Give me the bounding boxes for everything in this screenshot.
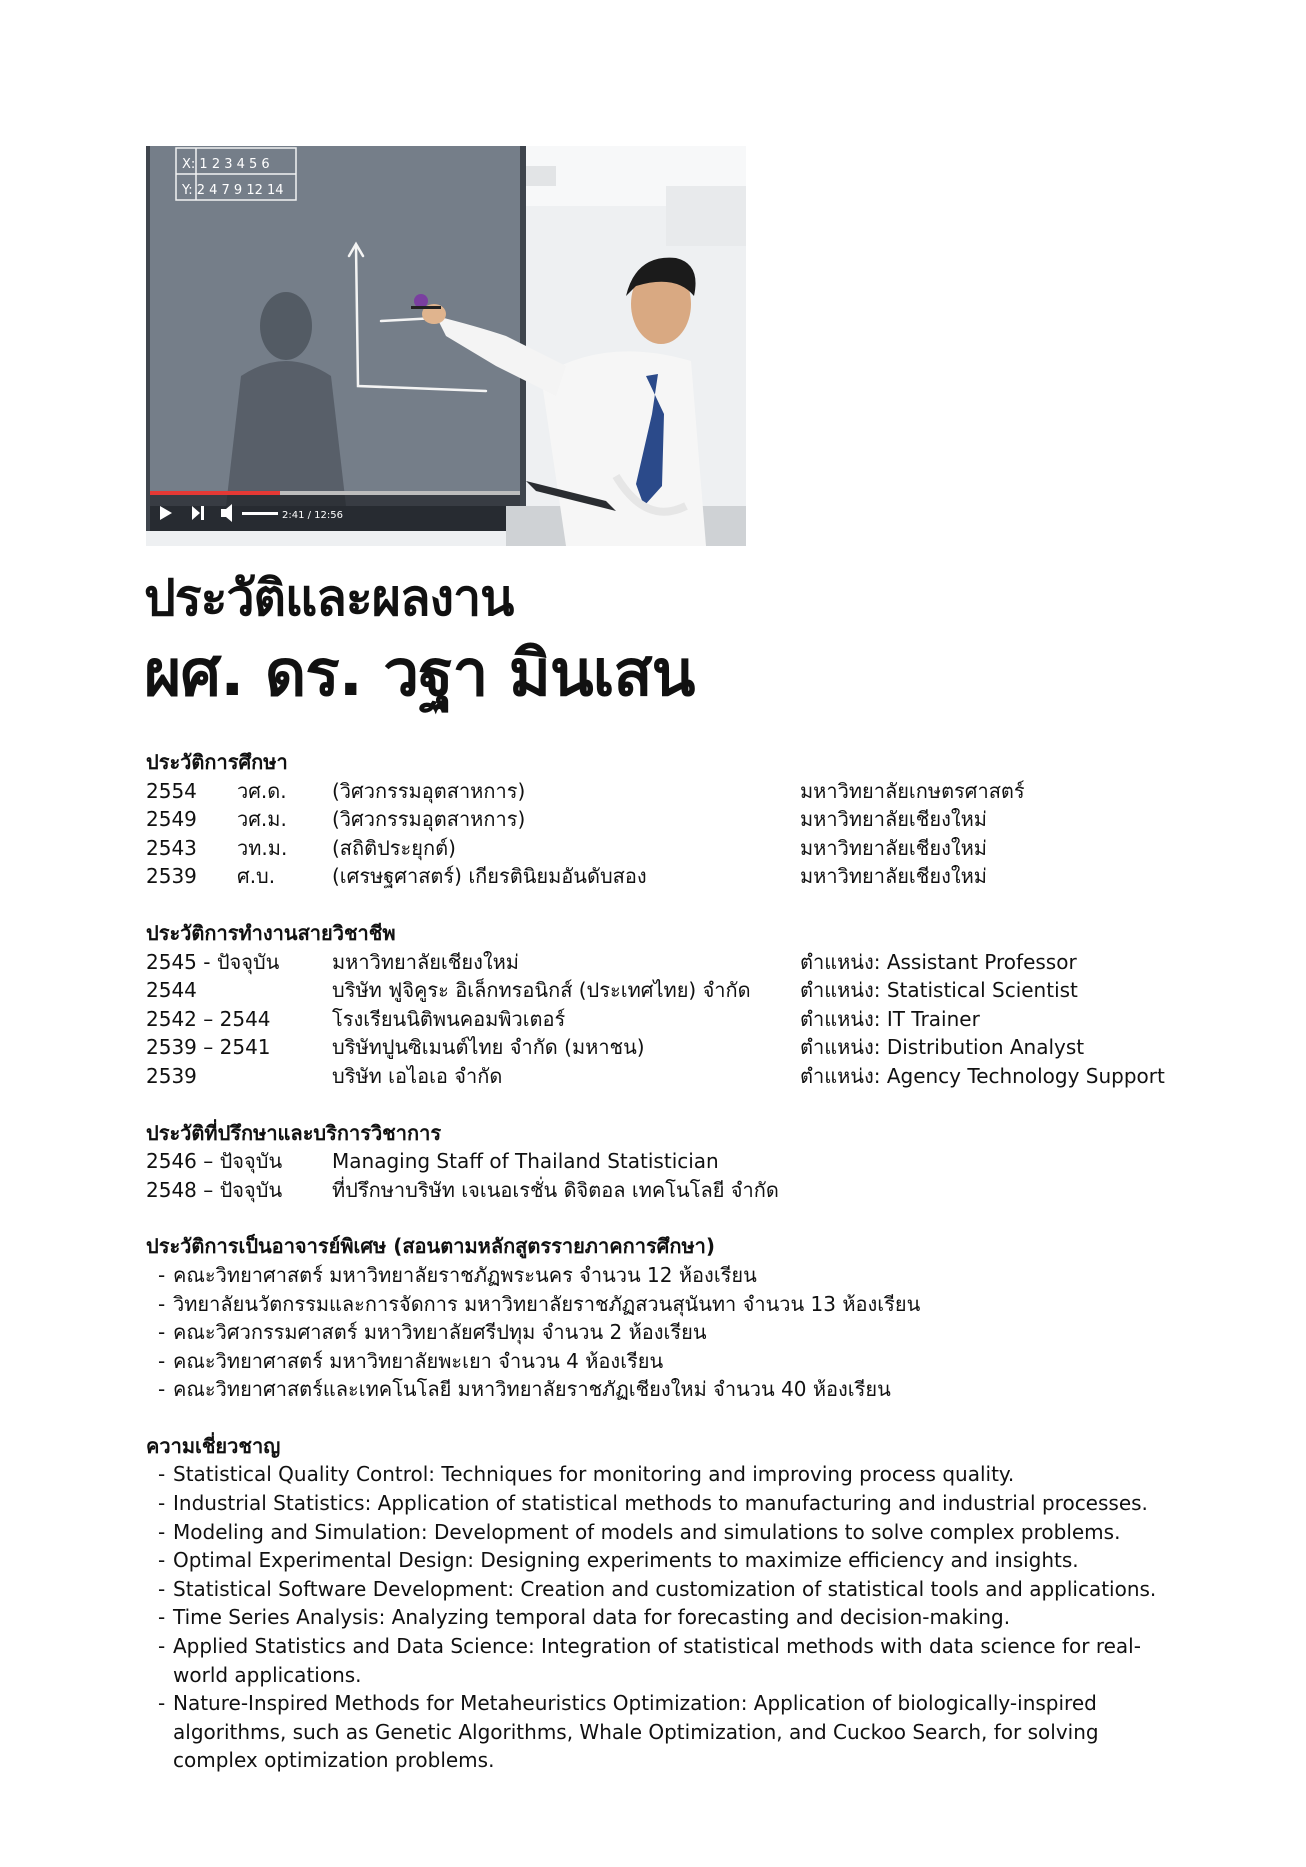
consulting-period: 2546 – ปัจจุบัน (146, 1149, 283, 1174)
consulting-period: 2548 – ปัจจุบัน (146, 1177, 283, 1202)
education-field: (วิศวกรรมอุตสาหการ) (332, 778, 526, 803)
career-org: มหาวิทยาลัยเชียงใหม่ (332, 949, 519, 974)
consulting-list (146, 1147, 1226, 1204)
education-university: มหาวิทยาลัยเชียงใหม่ (800, 807, 987, 832)
career-row (146, 1005, 1226, 1034)
video-time: 2:41 / 12:56 (282, 510, 344, 521)
photo-table-y: Y: 2 4 7 9 12 14 (182, 183, 284, 198)
career-period: 2542 – 2544 (146, 1006, 271, 1031)
list-item: - วิทยาลัยนวัตกรรมและการจัดการ มหาวิทยาลัยราชภัฏสวนสุนันทา จำนวน 13 ห้องเรียน (158, 1290, 1226, 1319)
list-item: - Optimal Experimental Design: Designing experiments to maximize efficiency and insights. (158, 1546, 1168, 1575)
education-row (146, 862, 1226, 891)
career-period: 2544 (146, 978, 197, 1003)
photo-table-x: X: 1 2 3 4 5 6 (182, 157, 270, 172)
special-lecturer-list (146, 1261, 1226, 1404)
career-org: บริษัท ฟูจิคูระ อิเล็กทรอนิกส์ (ประเทศไทย) จำกัด (332, 978, 751, 1003)
expertise-heading: ความเชี่ยวชาญ (146, 1433, 281, 1458)
career-org: บริษัทปูนซิเมนต์ไทย จำกัด (มหาชน) (332, 1035, 645, 1060)
career-row (146, 948, 1226, 977)
education-list (146, 777, 1226, 891)
special-lecturer-heading: ประวัติการเป็นอาจารย์พิเศษ (สอนตามหลักสูตรรายภาคการศึกษา) (146, 1234, 716, 1259)
career-period: 2545 - ปัจจุบัน (146, 949, 280, 974)
career-position: ตำแหน่ง: Agency Technology Support (800, 1063, 1165, 1088)
list-item: - Statistical Quality Control: Techniques for monitoring and improving process quality. (158, 1460, 1168, 1489)
education-year: 2543 (146, 835, 197, 860)
consulting-org: ที่ปรึกษาบริษัท เจเนอเรชั่น ดิจิตอล เทคโนโลยี จำกัด (332, 1177, 779, 1202)
career-period: 2539 – 2541 (146, 1035, 271, 1060)
list-item: - Time Series Analysis: Analyzing temporal data for forecasting and decision-making. (158, 1603, 1168, 1632)
education-degree: ศ.บ. (237, 864, 276, 889)
consulting-row (146, 1147, 1226, 1176)
education-university: มหาวิทยาลัยเชียงใหม่ (800, 835, 987, 860)
career-position: ตำแหน่ง: Statistical Scientist (800, 978, 1078, 1003)
profile-photo (146, 146, 746, 546)
page-title: ประวัติและผลงาน (144, 569, 514, 627)
career-position: ตำแหน่ง: IT Trainer (800, 1006, 980, 1031)
education-degree: วศ.ม. (237, 807, 287, 832)
career-org: บริษัท เอไอเอ จำกัด (332, 1063, 503, 1088)
career-period: 2539 (146, 1063, 197, 1088)
education-field: (วิศวกรรมอุตสาหการ) (332, 807, 526, 832)
expertise-list (146, 1460, 1168, 1775)
education-year: 2539 (146, 864, 197, 889)
career-position: ตำแหน่ง: Distribution Analyst (800, 1035, 1085, 1060)
education-degree: วท.ม. (237, 835, 288, 860)
education-heading: ประวัติการศึกษา (146, 750, 288, 774)
consulting-row (146, 1176, 1226, 1205)
education-field: (สถิติประยุกต์) (332, 835, 456, 860)
list-item: - Industrial Statistics: Application of statistical methods to manufacturing and industrial processes. (158, 1489, 1168, 1518)
education-row (146, 805, 1226, 834)
career-list (146, 948, 1226, 1091)
education-year: 2554 (146, 778, 197, 803)
person-name: ผศ. ดร. วฐา มินเสน (144, 637, 695, 711)
career-heading: ประวัติการทำงานสายวิชาชีพ (146, 920, 396, 945)
career-org: โรงเรียนนิติพนคอมพิวเตอร์ (332, 1006, 566, 1031)
list-item: - คณะวิทยาศาสตร์และเทคโนโลยี มหาวิทยาลัยราชภัฏเชียงใหม่ จำนวน 40 ห้องเรียน (158, 1375, 1226, 1404)
education-degree: วศ.ด. (237, 778, 287, 803)
list-item: - คณะวิทยาศาสตร์ มหาวิทยาลัยราชภัฏพระนคร จำนวน 12 ห้องเรียน (158, 1261, 1226, 1290)
list-item: - Modeling and Simulation: Development of models and simulations to solve complex problems. (158, 1518, 1168, 1547)
education-row (146, 777, 1226, 806)
education-university: มหาวิทยาลัยเชียงใหม่ (800, 864, 987, 889)
consulting-heading: ประวัติที่ปรึกษาและบริการวิชาการ (146, 1120, 442, 1145)
cv-content (146, 748, 1226, 1775)
career-row (146, 1033, 1226, 1062)
career-position: ตำแหน่ง: Assistant Professor (800, 949, 1077, 974)
list-item: - คณะวิศวกรรมศาสตร์ มหาวิทยาลัยศรีปทุม จำนวน 2 ห้องเรียน (158, 1318, 1226, 1347)
list-item: - Applied Statistics and Data Science: Integration of statistical methods with data science for real-world applications. (158, 1632, 1168, 1689)
education-year: 2549 (146, 807, 197, 832)
career-row (146, 976, 1226, 1005)
education-field: (เศรษฐศาสตร์) เกียรตินิยมอันดับสอง (332, 864, 647, 889)
education-row (146, 834, 1226, 863)
list-item: - Nature-Inspired Methods for Metaheuristics Optimization: Application of biologically-inspired algorithms, such as Genetic Algorithms, Whale Optimization, and Cuckoo Search, for solving complex optimization problems. (158, 1689, 1168, 1775)
education-university: มหาวิทยาลัยเกษตรศาสตร์ (800, 778, 1025, 803)
consulting-org: Managing Staff of Thailand Statistician (332, 1149, 719, 1174)
list-item: - คณะวิทยาศาสตร์ มหาวิทยาลัยพะเยา จำนวน 4 ห้องเรียน (158, 1347, 1226, 1376)
list-item: - Statistical Software Development: Creation and customization of statistical tools and applications. (158, 1575, 1168, 1604)
career-row (146, 1062, 1226, 1091)
